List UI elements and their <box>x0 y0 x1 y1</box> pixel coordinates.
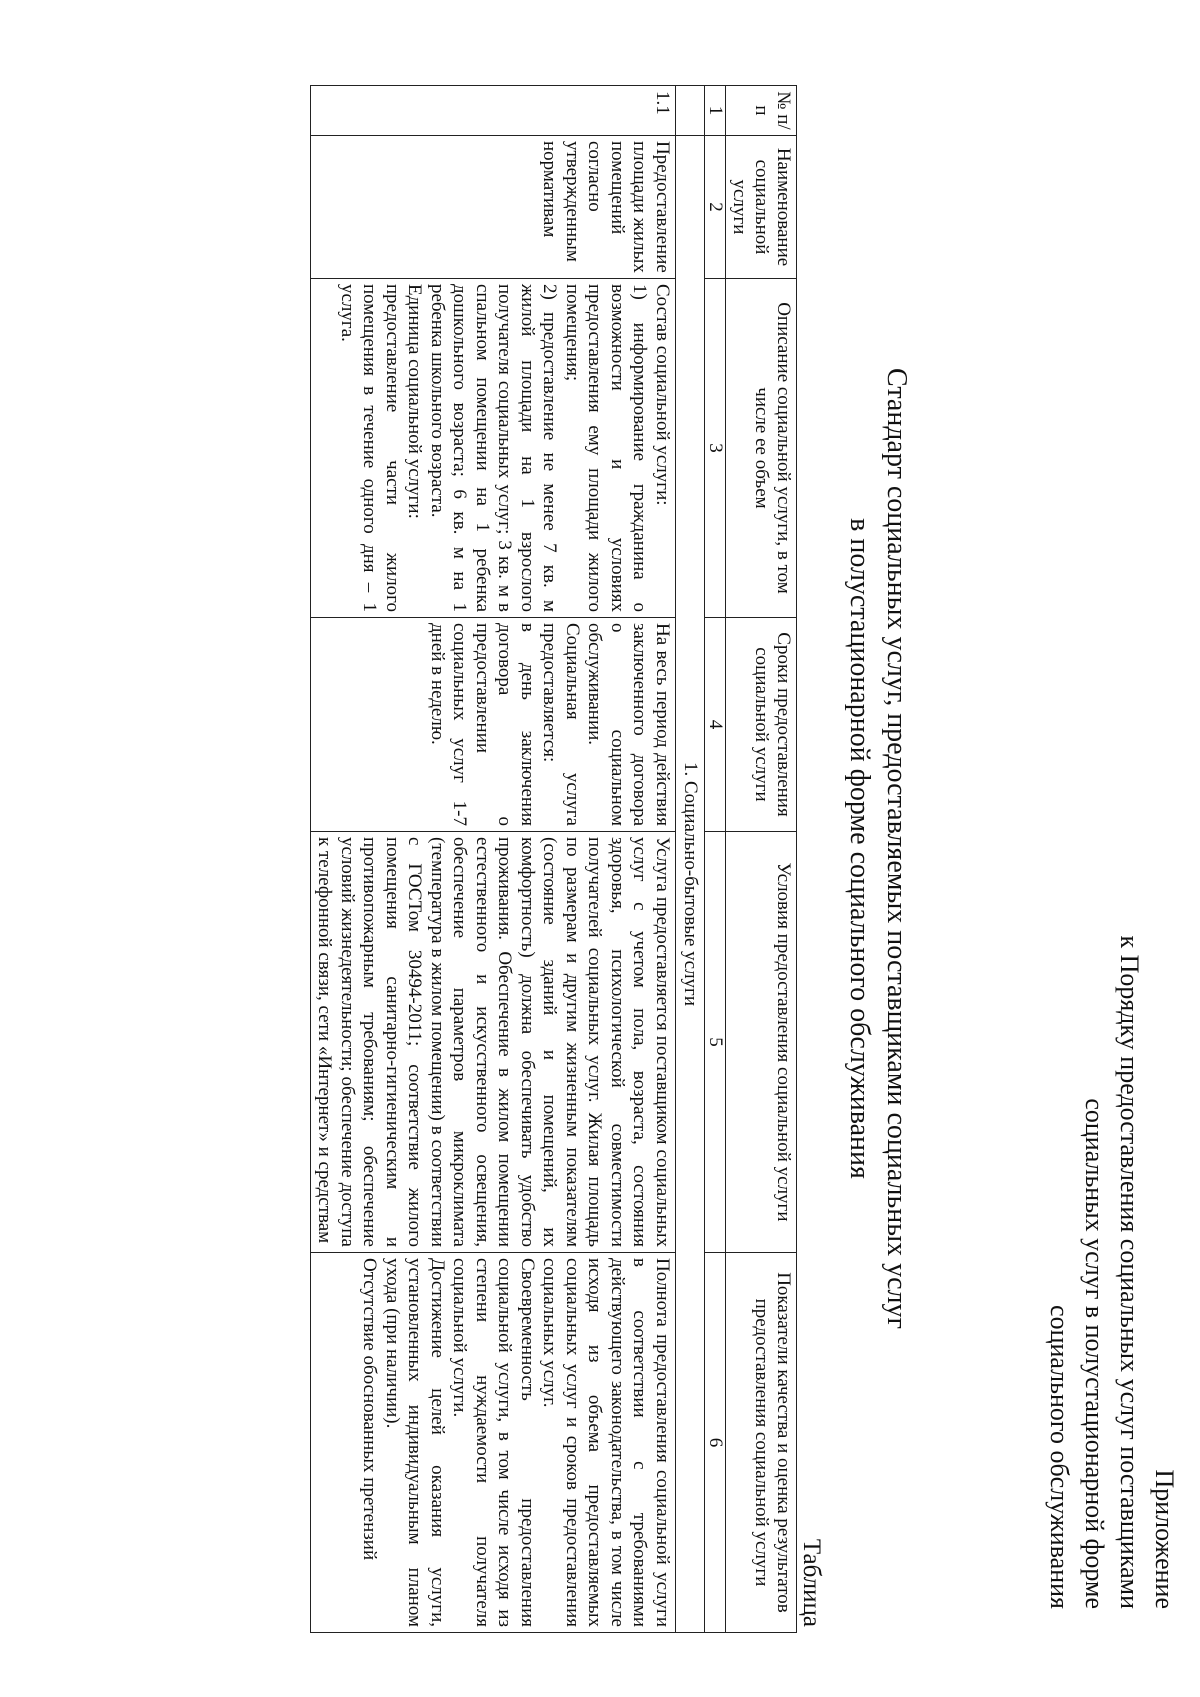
column-header: Сроки предоставления социальной услуги <box>726 618 797 832</box>
description-paragraph: 2) предоставление не менее 7 кв. м жилой площади на 1 взрослого получателя социальных услуг; 3 кв. м в спальном помещении на 1 ребенка дошкольного возраста; 6 кв. м на 1 ребенка школьного возраста. <box>427 284 561 612</box>
quality-paragraph: Полнота предоставления социальной услуги в соответствии с требованиями действующего законодательства, в том числе исходя из объема предоставляемых социальных услуг и сроков предоставления социальных услуг. <box>539 1258 673 1627</box>
annex-header <box>1042 935 1182 1609</box>
quality-paragraph: Своевременность предоставления социальной услуги, в том числе исходя из степени нуждаемости получателя социальной услуги. <box>449 1258 538 1627</box>
row-number: 1.1 <box>311 86 676 136</box>
annex-line: к Порядку предоставления социальных услуг поставщиками <box>1115 935 1144 1609</box>
page-title-line: Стандарт социальных услуг, предоставляемых поставщиками социальных услуг <box>881 368 912 1329</box>
page-title <box>841 0 915 1697</box>
terms-paragraph: Социальная услуга предоставляется: <box>539 623 583 826</box>
table-label: Таблица <box>798 1538 825 1627</box>
description-paragraph: Состав социальной услуги: <box>652 284 673 506</box>
column-header: Наименование социальной услуги <box>726 136 797 279</box>
column-number: 4 <box>705 618 726 832</box>
standards-table <box>310 85 797 1633</box>
service-description <box>311 279 676 618</box>
quality-paragraph: Достижение целей оказания услуги, установленных индивидуальным планом ухода (при наличии). <box>382 1258 448 1627</box>
quality-paragraph: Отсутствие обоснованных претензий <box>359 1258 381 1561</box>
column-number: 1 <box>705 86 726 136</box>
section-title: 1. Социально-бытовые услуги <box>676 136 705 1633</box>
service-conditions: Услуга предоставляется поставщиком социальных услуг с учетом пола, возраста, состояния здоровья, психологической совместимости получателей социальных услуг. Жилая площадь по размерам и другим жизненным показателям (состояние зданий и помещений, их комфортность) должна обеспечивать удобство проживания. Обеспечение в жилом помещении естественного и искусственного освещения, обеспечение параметров микроклимата (температура в жилом помещении) в соответствии с ГОСТом 30494-2011; соответствие жилого помещения санитарно-гигиеническим и противопожарным требованиям; обеспечение условий жизнедеятельности; обеспечение доступа к телефонной связи, сети «Интернет» и средствам <box>311 832 676 1253</box>
terms-paragraph: На весь период действия заключенного договора о социальном обслуживании. <box>584 623 673 826</box>
section-spacer <box>676 86 705 136</box>
annex-line: Приложение <box>1150 1469 1179 1609</box>
page-title-line: в полустационарной форме социального обслуживания <box>844 518 875 1179</box>
annex-line: социальных услуг в полустационарной форме <box>1080 1098 1109 1609</box>
service-terms <box>311 618 676 832</box>
column-number: 3 <box>705 279 726 618</box>
table-header-row <box>726 86 797 1633</box>
description-paragraph: 1) информирование гражданина о возможности и условиях предоставления ему площади жилого помещения; <box>562 284 651 612</box>
column-header: № п/п <box>726 86 797 136</box>
table-row <box>311 86 676 1633</box>
column-number: 2 <box>705 136 726 279</box>
description-paragraph: предоставление части жилого помещения в течение одного дня – 1 услуга. <box>337 284 403 612</box>
column-header: Показатели качества и оценка результатов предоставления социальной услуги <box>726 1253 797 1633</box>
column-number: 6 <box>705 1253 726 1633</box>
column-number: 5 <box>705 832 726 1253</box>
column-header: Описание социальной услуги, в том числе ее объем <box>726 279 797 618</box>
service-name: Предоставление площади жилых помещений согласно утвержденным нормативам <box>311 136 676 279</box>
description-paragraph: Единица социальной услуги: <box>404 284 426 519</box>
service-quality <box>311 1253 676 1633</box>
column-number-row <box>705 86 726 1633</box>
annex-line: социального обслуживания <box>1045 1305 1074 1609</box>
column-header: Условия предоставления социальной услуги <box>726 832 797 1253</box>
section-row <box>676 86 705 1633</box>
terms-paragraph: в день заключения договора о предоставлении социальных услуг 1-7 дней в неделю. <box>427 623 538 826</box>
